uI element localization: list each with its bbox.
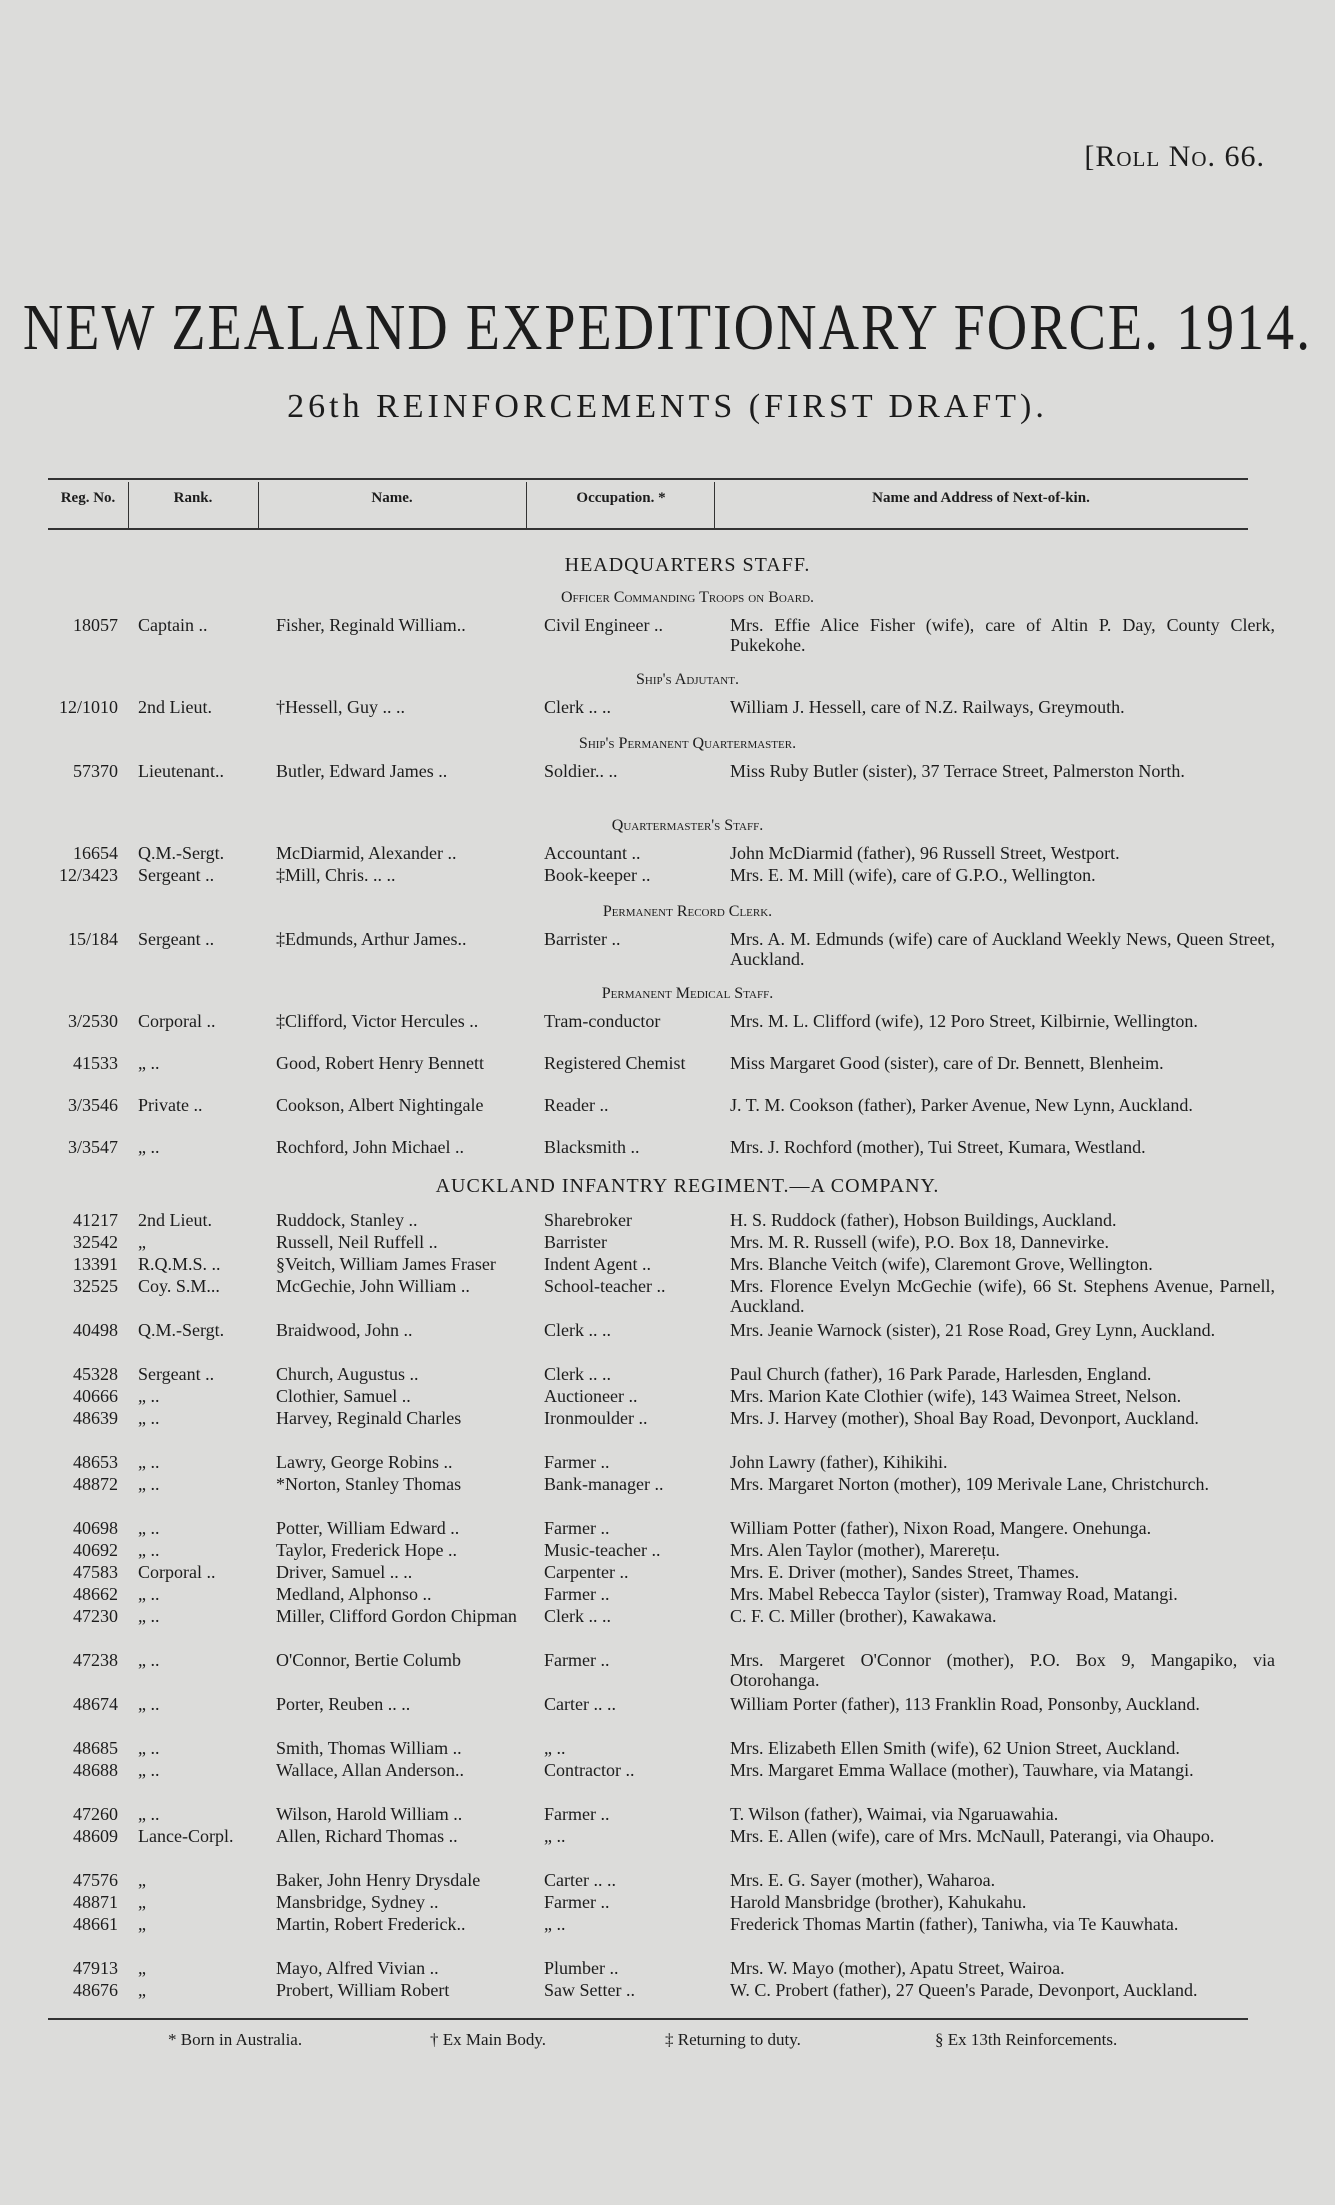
table-row: [0, 1320, 1335, 1364]
soldier-name: Braidwood, John ..: [276, 1320, 413, 1340]
reg-number: 12/1010: [58, 697, 118, 717]
rank: „ ..: [138, 1694, 160, 1714]
table-row: [0, 1408, 1335, 1452]
next-of-kin: John McDiarmid (father), 96 Russell Street, Westport.: [730, 843, 1120, 863]
occupation: Farmer ..: [544, 1584, 610, 1604]
next-of-kin: Mrs. Florence Evelyn McGechie (wife), 66 St. Stephens Avenue, Parnell, Auckland.: [730, 1276, 1275, 1316]
reg-number: 13391: [73, 1254, 118, 1274]
col-reg-header: Reg. No.: [60, 490, 116, 506]
header-rule: [48, 528, 1248, 530]
reg-number: 48676: [73, 1980, 118, 2000]
next-of-kin: Mrs. A. M. Edmunds (wife) care of Auckland Weekly News, Queen Street, Auckland.: [730, 929, 1275, 969]
next-of-kin: Mrs. Blanche Veitch (wife), Claremont Grove, Wellington.: [730, 1254, 1153, 1274]
reg-number: 47576: [73, 1870, 118, 1890]
occupation: Contractor ..: [544, 1760, 635, 1780]
next-of-kin: Mrs. Mabel Rebecca Taylor (sister), Tramway Road, Matangi.: [730, 1584, 1178, 1604]
col-kin-header: Name and Address of Next-of-kin.: [872, 490, 1090, 506]
reg-number: 3/2530: [67, 1011, 118, 1031]
rank: „ ..: [138, 1540, 160, 1560]
soldier-name: O'Connor, Bertie Columb: [276, 1650, 462, 1670]
occupation: Farmer ..: [544, 1650, 610, 1670]
soldier-name: Potter, William Edward ..: [276, 1518, 460, 1538]
table-row: [0, 1958, 1335, 1980]
occupation: Sharebroker: [544, 1210, 632, 1230]
rank: „: [138, 1892, 146, 1912]
table-row: [0, 1210, 1335, 1232]
soldier-name: Probert, William Robert: [276, 1980, 450, 2000]
soldier-name: Butler, Edward James ..: [276, 761, 448, 781]
rank: Private ..: [138, 1095, 203, 1115]
rank: „ ..: [138, 1738, 160, 1758]
occupation: Clerk .. ..: [544, 697, 611, 717]
occupation: School-teacher ..: [544, 1276, 666, 1296]
reg-number: 3/3546: [67, 1095, 118, 1115]
next-of-kin: Mrs. E. G. Sayer (mother), Waharoa.: [730, 1870, 996, 1890]
table-row: [0, 1606, 1335, 1650]
rank: „ ..: [138, 1804, 160, 1824]
col-name-header: Name.: [371, 490, 413, 506]
table-row: [0, 1518, 1335, 1540]
rank: R.Q.M.S. ..: [138, 1254, 221, 1274]
reg-number: 18057: [73, 615, 118, 635]
next-of-kin: Mrs. J. Rochford (mother), Tui Street, Kumara, Westland.: [730, 1137, 1146, 1157]
occupation: Registered Chemist: [544, 1053, 686, 1073]
next-of-kin: Mrs. J. Harvey (mother), Shoal Bay Road, Devonport, Auckland.: [730, 1408, 1199, 1428]
rank: 2nd Lieut.: [138, 697, 212, 717]
occupation: Clerk .. ..: [544, 1364, 611, 1384]
soldier-name: Baker, John Henry Drysdale: [276, 1870, 481, 1890]
soldier-name: Medland, Alphonso ..: [276, 1584, 432, 1604]
soldier-name: Russell, Neil Ruffell ..: [276, 1232, 438, 1252]
occupation: Farmer ..: [544, 1892, 610, 1912]
next-of-kin: Mrs. Marion Kate Clothier (wife), 143 Waimea Street, Nelson.: [730, 1386, 1182, 1406]
bottom-rule: [48, 2018, 1248, 2020]
subsection-heading: Permanent Record Clerk.: [602, 903, 773, 920]
rank: „ ..: [138, 1408, 160, 1428]
soldier-name: ‡Clifford, Victor Hercules ..: [276, 1011, 479, 1031]
col-divider: [128, 482, 129, 530]
rank: Q.M.-Sergt.: [138, 843, 225, 863]
reg-number: 32525: [73, 1276, 118, 1296]
occupation: Barrister: [544, 1232, 607, 1252]
soldier-name: Cookson, Albert Nightingale: [276, 1095, 484, 1115]
table-row: [0, 1232, 1335, 1254]
occupation: Tram-conductor: [544, 1011, 661, 1031]
rank: 2nd Lieut.: [138, 1210, 212, 1230]
occupation: Music-teacher ..: [544, 1540, 661, 1560]
reg-number: 40698: [73, 1518, 118, 1538]
soldier-name: *Norton, Stanley Thomas: [276, 1474, 462, 1494]
soldier-name: Mansbridge, Sydney ..: [276, 1892, 439, 1912]
rank: „ ..: [138, 1452, 160, 1472]
page-subtitle: 26th REINFORCEMENTS (FIRST DRAFT).: [287, 388, 1048, 425]
soldier-name: Ruddock, Stanley ..: [276, 1210, 418, 1230]
rank: „: [138, 1870, 146, 1890]
table-row: [0, 929, 1335, 975]
legend-returning: ‡ Returning to duty.: [665, 2030, 801, 2049]
occupation: Farmer ..: [544, 1804, 610, 1824]
occupation: Book-keeper ..: [544, 865, 651, 885]
table-row: [0, 1011, 1335, 1053]
reg-number: 41217: [73, 1210, 118, 1230]
next-of-kin: Mrs. E. M. Mill (wife), care of G.P.O., Wellington.: [730, 865, 1096, 885]
next-of-kin: Paul Church (father), 16 Park Parade, Harlesden, England.: [730, 1364, 1152, 1384]
col-divider: [258, 482, 259, 530]
table-row: [0, 1095, 1335, 1137]
next-of-kin: Mrs. E. Driver (mother), Sandes Street, Thames.: [730, 1562, 1080, 1582]
soldier-name: Porter, Reuben .. ..: [276, 1694, 411, 1714]
table-row: [0, 1276, 1335, 1320]
next-of-kin: Harold Mansbridge (brother), Kahukahu.: [730, 1892, 1027, 1912]
rank: „ ..: [138, 1386, 160, 1406]
table-row: [0, 1386, 1335, 1408]
next-of-kin: Mrs. E. Allen (wife), care of Mrs. McNaull, Paterangi, via Ohaupo.: [730, 1826, 1215, 1846]
rank: „ ..: [138, 1584, 160, 1604]
soldier-name: Smith, Thomas William ..: [276, 1738, 462, 1758]
soldier-name: McGechie, John William ..: [276, 1276, 470, 1296]
soldier-name: Fisher, Reginald William..: [276, 615, 466, 635]
table-row: [0, 697, 1335, 725]
reg-number: 40666: [73, 1386, 118, 1406]
rank: „: [138, 1914, 146, 1934]
occupation: Clerk .. ..: [544, 1320, 611, 1340]
rank: Coy. S.M...: [138, 1276, 220, 1296]
table-row: [0, 1760, 1335, 1804]
occupation: Soldier.. ..: [544, 761, 618, 781]
rank: Sergeant ..: [138, 865, 215, 885]
soldier-name: Lawry, George Robins ..: [276, 1452, 453, 1472]
rank: „ ..: [138, 1474, 160, 1494]
next-of-kin: Miss Ruby Butler (sister), 37 Terrace Street, Palmerston North.: [730, 761, 1185, 781]
table-row: [0, 1540, 1335, 1562]
next-of-kin: Mrs. M. R. Russell (wife), P.O. Box 18, Dannevirke.: [730, 1232, 1109, 1252]
subsection-heading: Quartermaster's Staff.: [611, 817, 764, 834]
occupation: Farmer ..: [544, 1452, 610, 1472]
reg-number: 47913: [73, 1958, 118, 1978]
table-row: [0, 1650, 1335, 1694]
soldier-name: Miller, Clifford Gordon Chipman: [276, 1606, 517, 1626]
soldier-name: Driver, Samuel .. ..: [276, 1562, 413, 1582]
table-row: [0, 1053, 1335, 1095]
next-of-kin: Miss Margaret Good (sister), care of Dr. Bennett, Blenheim.: [730, 1053, 1164, 1073]
table-row: [0, 1254, 1335, 1276]
occupation: Carter .. ..: [544, 1870, 616, 1890]
soldier-name: Allen, Richard Thomas ..: [276, 1826, 458, 1846]
next-of-kin: H. S. Ruddock (father), Hobson Buildings, Auckland.: [730, 1210, 1117, 1230]
rank: „ ..: [138, 1137, 160, 1157]
reg-number: 48685: [73, 1738, 118, 1758]
occupation: „ ..: [544, 1914, 566, 1934]
soldier-name: ‡Edmunds, Arthur James..: [276, 929, 467, 949]
table-row: [0, 865, 1335, 893]
occupation: Civil Engineer ..: [544, 615, 663, 635]
next-of-kin: Mrs. Margaret Emma Wallace (mother), Tauwhare, via Matangi.: [730, 1760, 1194, 1780]
next-of-kin: W. C. Probert (father), 27 Queen's Parade, Devonport, Auckland.: [730, 1980, 1198, 2000]
rank: „ ..: [138, 1053, 160, 1073]
section-heading: AUCKLAND INFANTRY REGIMENT.—A COMPANY.: [435, 1175, 940, 1197]
next-of-kin: William Porter (father), 113 Franklin Road, Ponsonby, Auckland.: [730, 1694, 1200, 1714]
reg-number: 15/184: [67, 929, 118, 949]
soldier-name: Clothier, Samuel ..: [276, 1386, 411, 1406]
reg-number: 16654: [73, 843, 118, 863]
table-row: [0, 843, 1335, 865]
table-row: [0, 1804, 1335, 1826]
rank: „ ..: [138, 1518, 160, 1538]
table-row: [0, 1892, 1335, 1914]
next-of-kin: Mrs. Alen Taylor (mother), Marerețu.: [730, 1540, 1000, 1560]
reg-number: 12/3423: [58, 865, 118, 885]
top-rule: [48, 478, 1248, 480]
rank: „ ..: [138, 1760, 160, 1780]
next-of-kin: William J. Hessell, care of N.Z. Railways, Greymouth.: [730, 697, 1125, 717]
next-of-kin: Mrs. Jeanie Warnock (sister), 21 Rose Road, Grey Lynn, Auckland.: [730, 1320, 1216, 1340]
soldier-name: McDiarmid, Alexander ..: [276, 843, 457, 863]
table-row: [0, 1826, 1335, 1870]
rank: Lance-Corpl.: [138, 1826, 234, 1846]
reg-number: 47230: [73, 1606, 118, 1626]
soldier-name: ‡Mill, Chris. .. ..: [276, 865, 396, 885]
rank: Corporal ..: [138, 1562, 216, 1582]
occupation: „ ..: [544, 1826, 566, 1846]
next-of-kin: C. F. C. Miller (brother), Kawakawa.: [730, 1606, 997, 1626]
soldier-name: Rochford, John Michael ..: [276, 1137, 464, 1157]
reg-number: 41533: [73, 1053, 118, 1073]
soldier-name: §Veitch, William James Fraser: [276, 1254, 496, 1274]
occupation: Saw Setter ..: [544, 1980, 635, 2000]
occupation: Bank-manager ..: [544, 1474, 664, 1494]
occupation: Blacksmith ..: [544, 1137, 640, 1157]
col-divider: [526, 482, 527, 530]
roll-table: [0, 548, 1335, 2024]
next-of-kin: Mrs. Elizabeth Ellen Smith (wife), 62 Union Street, Auckland.: [730, 1738, 1180, 1758]
next-of-kin: Frederick Thomas Martin (father), Taniwha, via Te Kauwhata.: [730, 1914, 1179, 1934]
reg-number: 40692: [73, 1540, 118, 1560]
subsection-heading: Officer Commanding Troops on Board.: [560, 589, 815, 606]
occupation: Carter .. ..: [544, 1694, 616, 1714]
rank: Captain ..: [138, 615, 208, 635]
next-of-kin: William Potter (father), Nixon Road, Mangere. Onehunga.: [730, 1518, 1152, 1538]
col-divider: [714, 482, 715, 530]
reg-number: 48662: [73, 1584, 118, 1604]
occupation: „ ..: [544, 1738, 566, 1758]
occupation: Farmer ..: [544, 1518, 610, 1538]
reg-number: 48871: [73, 1892, 118, 1912]
occupation: Reader ..: [544, 1095, 609, 1115]
next-of-kin: Mrs. W. Mayo (mother), Apatu Street, Wairoa.: [730, 1958, 1065, 1978]
reg-number: 48609: [73, 1826, 118, 1846]
reg-number: 48639: [73, 1408, 118, 1428]
rank: Lieutenant..: [138, 761, 224, 781]
subsection-heading: Ship's Adjutant.: [636, 671, 739, 688]
occupation: Indent Agent ..: [544, 1254, 651, 1274]
occupation: Accountant ..: [544, 843, 641, 863]
reg-number: 40498: [73, 1320, 118, 1340]
table-row: [0, 615, 1335, 661]
next-of-kin: Mrs. Margeret O'Connor (mother), P.O. Box 9, Mangapiko, via Otorohanga.: [730, 1650, 1275, 1690]
occupation: Plumber ..: [544, 1958, 619, 1978]
reg-number: 48661: [73, 1914, 118, 1934]
occupation: Auctioneer ..: [544, 1386, 638, 1406]
next-of-kin: J. T. M. Cookson (father), Parker Avenue, New Lynn, Auckland.: [730, 1095, 1193, 1115]
col-occupation-header: Occupation. *: [576, 490, 666, 506]
table-row: [0, 761, 1335, 807]
next-of-kin: T. Wilson (father), Waimai, via Ngaruawahia.: [730, 1804, 1059, 1824]
rank: „: [138, 1958, 146, 1978]
rank: Q.M.-Sergt.: [138, 1320, 225, 1340]
rank: Corporal ..: [138, 1011, 216, 1031]
rank: Sergeant ..: [138, 929, 215, 949]
next-of-kin: Mrs. Margaret Norton (mother), 109 Merivale Lane, Christchurch.: [730, 1474, 1210, 1494]
table-row: [0, 1584, 1335, 1606]
reg-number: 48872: [73, 1474, 118, 1494]
occupation: Ironmoulder ..: [544, 1408, 648, 1428]
legend-ex-main-body: † Ex Main Body.: [430, 2030, 547, 2049]
soldier-name: Taylor, Frederick Hope ..: [276, 1540, 457, 1560]
rank: „: [138, 1980, 146, 2000]
reg-number: 47238: [73, 1650, 118, 1670]
rank: Sergeant ..: [138, 1364, 215, 1384]
soldier-name: Wilson, Harold William ..: [276, 1804, 463, 1824]
table-row: [0, 1694, 1335, 1738]
occupation: Carpenter ..: [544, 1562, 629, 1582]
next-of-kin: Mrs. Effie Alice Fisher (wife), care of Altin P. Day, County Clerk, Pukekohe.: [730, 615, 1275, 655]
subsection-heading: Ship's Permanent Quartermaster.: [578, 735, 797, 752]
soldier-name: Wallace, Allan Anderson..: [276, 1760, 464, 1780]
occupation: Clerk .. ..: [544, 1606, 611, 1626]
reg-number: 32542: [73, 1232, 118, 1252]
legend-born-australia: * Born in Australia.: [168, 2030, 303, 2049]
soldier-name: †Hessell, Guy .. ..: [276, 697, 405, 717]
soldier-name: Harvey, Reginald Charles: [276, 1408, 462, 1428]
section-heading: HEADQUARTERS STAFF.: [564, 554, 811, 576]
table-row: [0, 1738, 1335, 1760]
table-row: [0, 1137, 1335, 1169]
rank: „ ..: [138, 1606, 160, 1626]
reg-number: 48688: [73, 1760, 118, 1780]
reg-number: 57370: [73, 761, 118, 781]
col-rank-header: Rank.: [173, 490, 213, 506]
table-row: [0, 1562, 1335, 1584]
table-row: [0, 1870, 1335, 1892]
soldier-name: Good, Robert Henry Bennett: [276, 1053, 484, 1073]
table-row: [0, 1914, 1335, 1958]
table-row: [0, 1364, 1335, 1386]
rank: „: [138, 1232, 146, 1252]
legend-ex-13th: § Ex 13th Reinforcements.: [935, 2030, 1118, 2049]
next-of-kin: John Lawry (father), Kihikihi.: [730, 1452, 948, 1472]
soldier-name: Martin, Robert Frederick..: [276, 1914, 466, 1934]
reg-number: 48674: [73, 1694, 118, 1714]
reg-number: 48653: [73, 1452, 118, 1472]
reg-number: 47583: [73, 1562, 118, 1582]
roll-number: [Roll No. 66.: [1084, 140, 1265, 173]
occupation: Barrister ..: [544, 929, 621, 949]
reg-number: 45328: [73, 1364, 118, 1384]
soldier-name: Mayo, Alfred Vivian ..: [276, 1958, 439, 1978]
reg-number: 3/3547: [67, 1137, 118, 1157]
subsection-heading: Permanent Medical Staff.: [601, 985, 774, 1002]
table-row: [0, 1452, 1335, 1474]
table-row: [0, 1474, 1335, 1518]
rank: „ ..: [138, 1650, 160, 1670]
page-title: NEW ZEALAND EXPEDITIONARY FORCE. 1914.: [22, 291, 1313, 365]
reg-number: 47260: [73, 1804, 118, 1824]
next-of-kin: Mrs. M. L. Clifford (wife), 12 Poro Street, Kilbirnie, Wellington.: [730, 1011, 1198, 1031]
soldier-name: Church, Augustus ..: [276, 1364, 419, 1384]
